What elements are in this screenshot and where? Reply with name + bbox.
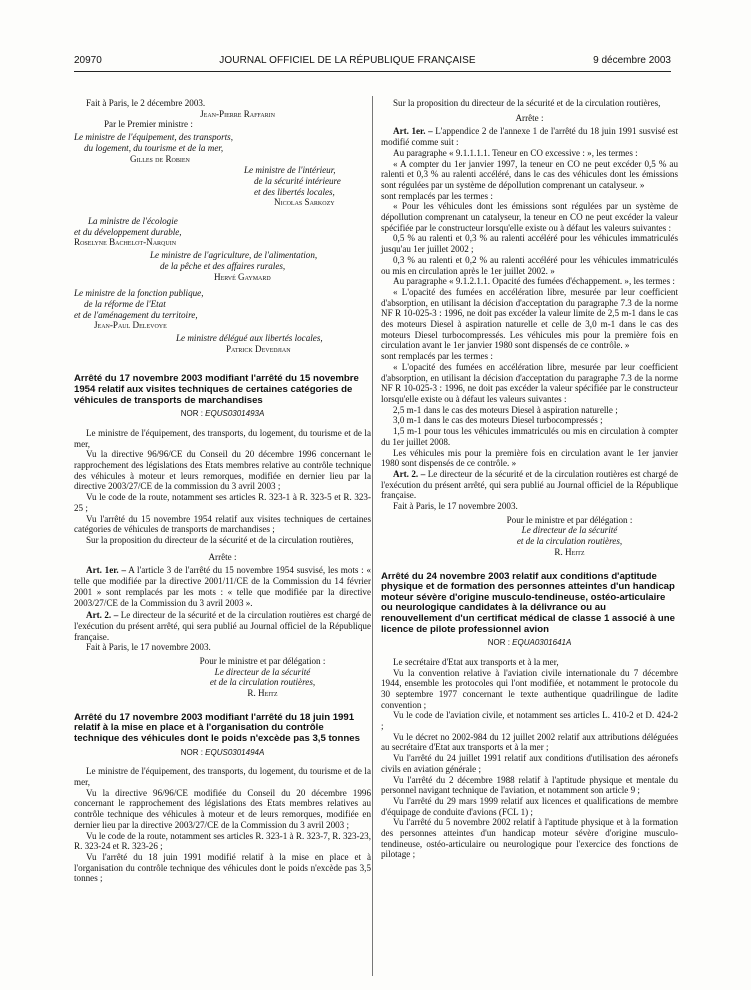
signatory-role: Le ministre de l'intérieur, — [244, 165, 336, 176]
signatory-name: Jean-Pierre Raffarin — [200, 108, 275, 119]
arrete-heading: Arrête : — [515, 112, 544, 123]
nor-code: EQUS0301494A — [205, 747, 265, 757]
quoted-text: 2,5 m-1 dans le cas des moteurs Diesel à aspiration naturelle ; — [393, 404, 618, 415]
signatory-role: du logement, du tourisme et de la mer, — [84, 142, 224, 153]
article — [381, 469, 678, 501]
paragraph: Vu l'arrêté du 5 novembre 2002 relatif à l'aptitude physique et à la formation des personnes atteintes d'un handicap moteur sévère d'origine musculo-tendineuse, ostéo-articulaire ou neurologique pour l'exercice des fonctions de pilotage ; — [381, 817, 678, 860]
article-text: A l'article 3 de l'arrêté du 15 novembre 1954 susvisé, les mots : « telle que modifiée par la directive 2001/11/CE de la Commission du 14 février 2001 » sont remplacés par les mots : « telle que modifiée par la directive 2003/27/CE de la Commission du 3 avril 2003 ». — [74, 565, 371, 608]
article-label: Art. 1er. – — [86, 565, 126, 576]
arrete-heading: Arrête : — [208, 551, 237, 562]
quoted-text: Les véhicules mis pour la première fois en circulation avant le 1er janvier 1980 sont dispensés de ce contrôle. » — [381, 447, 678, 469]
quoted-text: 3,0 m-1 dans le cas des moteurs Diesel turbocompressés ; — [393, 415, 603, 426]
right-column — [381, 98, 678, 860]
column-divider — [372, 96, 373, 976]
signatory-name: R. Heitz — [554, 546, 585, 557]
signatory-name: R. Heitz — [247, 688, 278, 699]
decree-title: Arrêté du 17 novembre 2003 modifiant l'arrêté du 18 juin 1991 relatif à la mise en place et à l'organisation du contrôle technique des véhicules dont le poids n'excède pas 3,5 tonnes — [74, 711, 360, 745]
delegation-line: et de la circulation routières, — [209, 677, 316, 688]
signatory-role: de la pêche et des affaires rurales, — [160, 260, 286, 271]
paragraph: Sur la proposition du directeur de la sécurité et de la circulation routières, — [393, 98, 661, 108]
left-column — [74, 98, 371, 884]
nor-label: NOR : — [180, 409, 203, 419]
quoted-text: 0,5 % au ralenti et 0,3 % au ralenti accéléré pour les véhicules immatriculés jusqu'au 1er juillet 2002 ; — [381, 233, 678, 255]
delegation-line: Le directeur de la sécurité — [521, 525, 618, 536]
signature-place-date: Fait à Paris, le 2 décembre 2003. — [86, 98, 206, 108]
signatory-name: Roselyne Bachelot-Narquin — [74, 237, 177, 248]
article — [74, 610, 371, 642]
signatory-role: et du développement durable, — [74, 226, 182, 237]
signature-place-date: Fait à Paris, le 17 novembre 2003. — [86, 642, 211, 653]
quoted-text: « Pour les véhicules dont les émissions sont régulées par un système de dépollution comprenant un catalyseur, la teneur en CO ne peut excéder la valeur spécifiée par le constructeur lorsqu'elle existe ou à défaut les valeurs suivantes : — [381, 201, 678, 233]
issue-date: 9 décembre 2003 — [593, 55, 671, 66]
quoted-text: 1,5 m-1 pour tous les véhicules immatriculés ou mis en circulation à compter du 1er juillet 2008. — [381, 426, 678, 447]
decree-section — [381, 572, 678, 861]
signatory-role: et des libertés locales, — [254, 186, 335, 197]
delegation-signature — [381, 515, 678, 558]
header-rule — [74, 71, 671, 72]
paragraph: Le ministre de l'équipement, des transports, du logement, du tourisme et de la mer, — [74, 766, 371, 788]
paragraph: Vu l'arrêté du 18 juin 1991 modifié relatif à la mise en place et à l'organisation du contrôle technique des véhicules dont le poids n'excède pas 3,5 tonnes ; — [74, 851, 371, 884]
paragraph: Le ministre de l'équipement, des transports, du logement, du tourisme et de la mer, — [74, 427, 371, 449]
paragraph: Le secrétaire d'Etat aux transports et à la mer, — [393, 656, 559, 667]
nor-label: NOR : — [180, 747, 203, 757]
nor-code: EQUS0301493A — [205, 409, 265, 419]
article-text: L'appendice 2 de l'annexe 1 de l'arrêté du 18 juin 1991 susvisé est modifié comme suit : — [381, 126, 679, 148]
paragraph: sont remplacés par les termes : — [381, 351, 493, 362]
paragraph: Vu l'arrêté du 29 mars 1999 relatif aux licences et qualifications de membre d'équipage de conduite d'avions (FCL 1) ; — [381, 795, 678, 817]
signatory-role: Le ministre de la fonction publique, — [74, 288, 204, 299]
delegation-line: et de la circulation routières, — [516, 536, 623, 547]
signatory-role: de la réforme de l'Etat — [84, 298, 166, 309]
signatory-name: Hervé Gaymard — [214, 271, 271, 282]
article-text: Le directeur de la sécurité et de la circulation routières est chargé de l'exécution du présent arrêté, qui sera publié au Journal officiel de la République française. — [381, 468, 678, 501]
paragraph: Au paragraphe « 9.1.2.1.1. Opacité des fumées d'échappement. », les termes : — [393, 276, 675, 287]
paragraph: Vu la convention relative à l'aviation civile internationale du 7 décembre 1944, ensemble les protocoles qui l'ont modifiée, et notamment le protocole du 30 septembre 1977 concernant le texte authentique quadrilingue de ladite convention ; — [381, 667, 678, 710]
paragraph: Vu l'arrêté du 15 novembre 1954 relatif aux visites techniques de certaines catégories de véhicules de transports de marchandises ; — [74, 513, 371, 535]
signatory-role: Par le Premier ministre : — [104, 119, 193, 130]
decree-title: Arrêté du 17 novembre 2003 modifiant l'arrêté du 15 novembre 1954 relatif aux visites techniques de certaines catégories de véhicules de transports de marchandises — [74, 373, 359, 406]
page-header — [74, 55, 671, 69]
signatory-role: et de l'aménagement du territoire, — [74, 309, 198, 320]
paragraph: Sur la proposition du directeur de la sécurité et de la circulation routières, — [86, 534, 354, 545]
paragraph: Vu la directive 96/96/CE du Conseil du 20 décembre 1996 concernant le rapprochement des législations des Etats membres relative au contrôle technique des véhicules à moteur et leurs remorques, modifiée en dernier lieu par la directive 2003/27/CE de la commission du 3 avril 2003 ; — [74, 449, 371, 492]
paragraph: Vu le code de la route, notamment ses articles R. 323-1 à R. 323-7, R. 323-23, R. 323-24 et R. 323-26 ; — [74, 830, 371, 852]
signatory-name: Jean-Paul Delevoye — [94, 320, 167, 331]
nor-reference — [74, 409, 371, 420]
article — [381, 126, 678, 147]
article-text: Le directeur de la sécurité et de la circulation routières est chargé de l'exécution du présent arrêté, qui sera publié au Journal officiel de la République française. — [74, 610, 371, 642]
decree-section — [74, 713, 371, 884]
delegation-line: Pour le ministre et par délégation : — [506, 514, 633, 525]
paragraph: Vu la directive 96/96/CE modifiée du Conseil du 20 décembre 1996 concernant le rapprochement des législations des Etats membres relatives au contrôle technique des véhicules à moteur et de leurs remorques, modifiée en dernier lieu par la directive 2003/27/CE de la Commission du 3 avril 2003 ; — [74, 787, 371, 830]
article-label: Art. 1er. – — [393, 126, 433, 137]
decree-signatures — [74, 98, 371, 354]
quoted-text: 0,3 % au ralenti et 0,2 % au ralenti accéléré pour les véhicules immatriculés ou mis en circulation après le 1er juillet 2002. » — [381, 254, 678, 276]
signatory-name: Nicolas Sarkozy — [274, 197, 335, 208]
delegation-line: Pour le ministre et par délégation : — [199, 656, 326, 667]
article — [74, 565, 371, 608]
paragraph: Au paragraphe « 9.1.1.1.1. Teneur en CO excessive : », les termes : — [393, 147, 638, 158]
signatory-role: Le ministre de l'agriculture, de l'alimentation, — [150, 250, 318, 261]
signatory-name: Gilles de Robien — [130, 153, 190, 164]
page-number: 20970 — [74, 55, 102, 66]
article-label: Art. 2. – — [86, 610, 119, 621]
signatory-role: La ministre de l'écologie — [88, 216, 178, 227]
quoted-text: « L'opacité des fumées en accélération libre, mesurée par leur coefficient d'absorption, en utilisant la décision d'acceptation du paragraphe 7.3 de la norme NF R 10-025-3 : 1996, ne doit pas excéder la valeur spécifiée par le constructeur lorsqu'elle existe ou à défaut les valeurs suivantes : — [381, 361, 678, 404]
signatory-role: Le ministre de l'équipement, des transports, — [74, 132, 233, 143]
signatory-role: de la sécurité intérieure — [254, 175, 341, 186]
decree-title: Arrêté du 24 novembre 2003 relatif aux conditions d'aptitude physique et de formation des personnes atteintes d'un handicap moteur sévère d'origine musculo-tendineuse, ostéo-articulaire ou neurologique candidates à la délivrance ou au renouvellement d'un certificat médical de classe 1 associé à une licence de pilote professionnel avion — [381, 570, 675, 635]
nor-reference — [74, 748, 371, 759]
nor-reference — [381, 638, 678, 649]
journal-title: JOURNAL OFFICIEL DE LA RÉPUBLIQUE FRANÇAISE — [219, 55, 476, 66]
paragraph: Vu le code de la route, notamment ses articles R. 323-1 à R. 323-5 et R. 323-25 ; — [74, 492, 371, 513]
quoted-text: « L'opacité des fumées en accélération libre, mesurée par leur coefficient d'absorption, en utilisant la décision d'acceptation du paragraphe 7.3 de la norme NF R 10-025-3 : 1996, ne doit pas excéder la valeur limite de 2,5 m-1 dans le cas des moteurs Diesel à aspiration naturelle et celle de 3,0 m-1 dans le cas des moteurs Diesel turbocompressés. Les véhicules mis pour la première fois en circulation avant le 1er janvier 1980 sont dispensés de ce contrôle. » — [381, 286, 678, 351]
nor-label: NOR : — [487, 638, 510, 648]
delegation-signature — [74, 656, 371, 699]
signatory-name: Patrick Devedjian — [226, 343, 291, 354]
signature-place-date: Fait à Paris, le 17 novembre 2003. — [393, 501, 518, 512]
paragraph: Vu le décret no 2002-984 du 12 juillet 2002 relatif aux attributions déléguées au secrétaire d'Etat aux transports et à la mer ; — [381, 731, 678, 753]
decree-section — [74, 374, 371, 698]
quoted-text: « A compter du 1er janvier 1997, la teneur en CO ne peut excéder 0,5 % au ralenti et 0,3 % au ralenti accéléré, dans le cas des véhicules dont les émissions sont régulées par un système de dépollution comprenant un catalyseur. » — [381, 158, 678, 190]
paragraph: sont remplacés par les termes : — [381, 190, 493, 201]
article-label: Art. 2. – — [393, 468, 426, 479]
nor-code: EQUA0301641A — [512, 638, 572, 648]
paragraph: Vu l'arrêté du 2 décembre 1988 relatif à l'aptitude physique et mentale du personnel navigant technique de l'aviation, et notamment son article 9 ; — [381, 774, 678, 796]
paragraph: Vu l'arrêté du 24 juillet 1991 relatif aux conditions d'utilisation des aéronefs civils en aviation générale ; — [381, 753, 678, 774]
signatory-role: Le ministre délégué aux libertés locales, — [176, 333, 323, 344]
paragraph: Vu le code de l'aviation civile, et notamment ses articles L. 410-2 et D. 424-2 ; — [381, 710, 678, 732]
delegation-line: Le directeur de la sécurité — [214, 666, 311, 677]
